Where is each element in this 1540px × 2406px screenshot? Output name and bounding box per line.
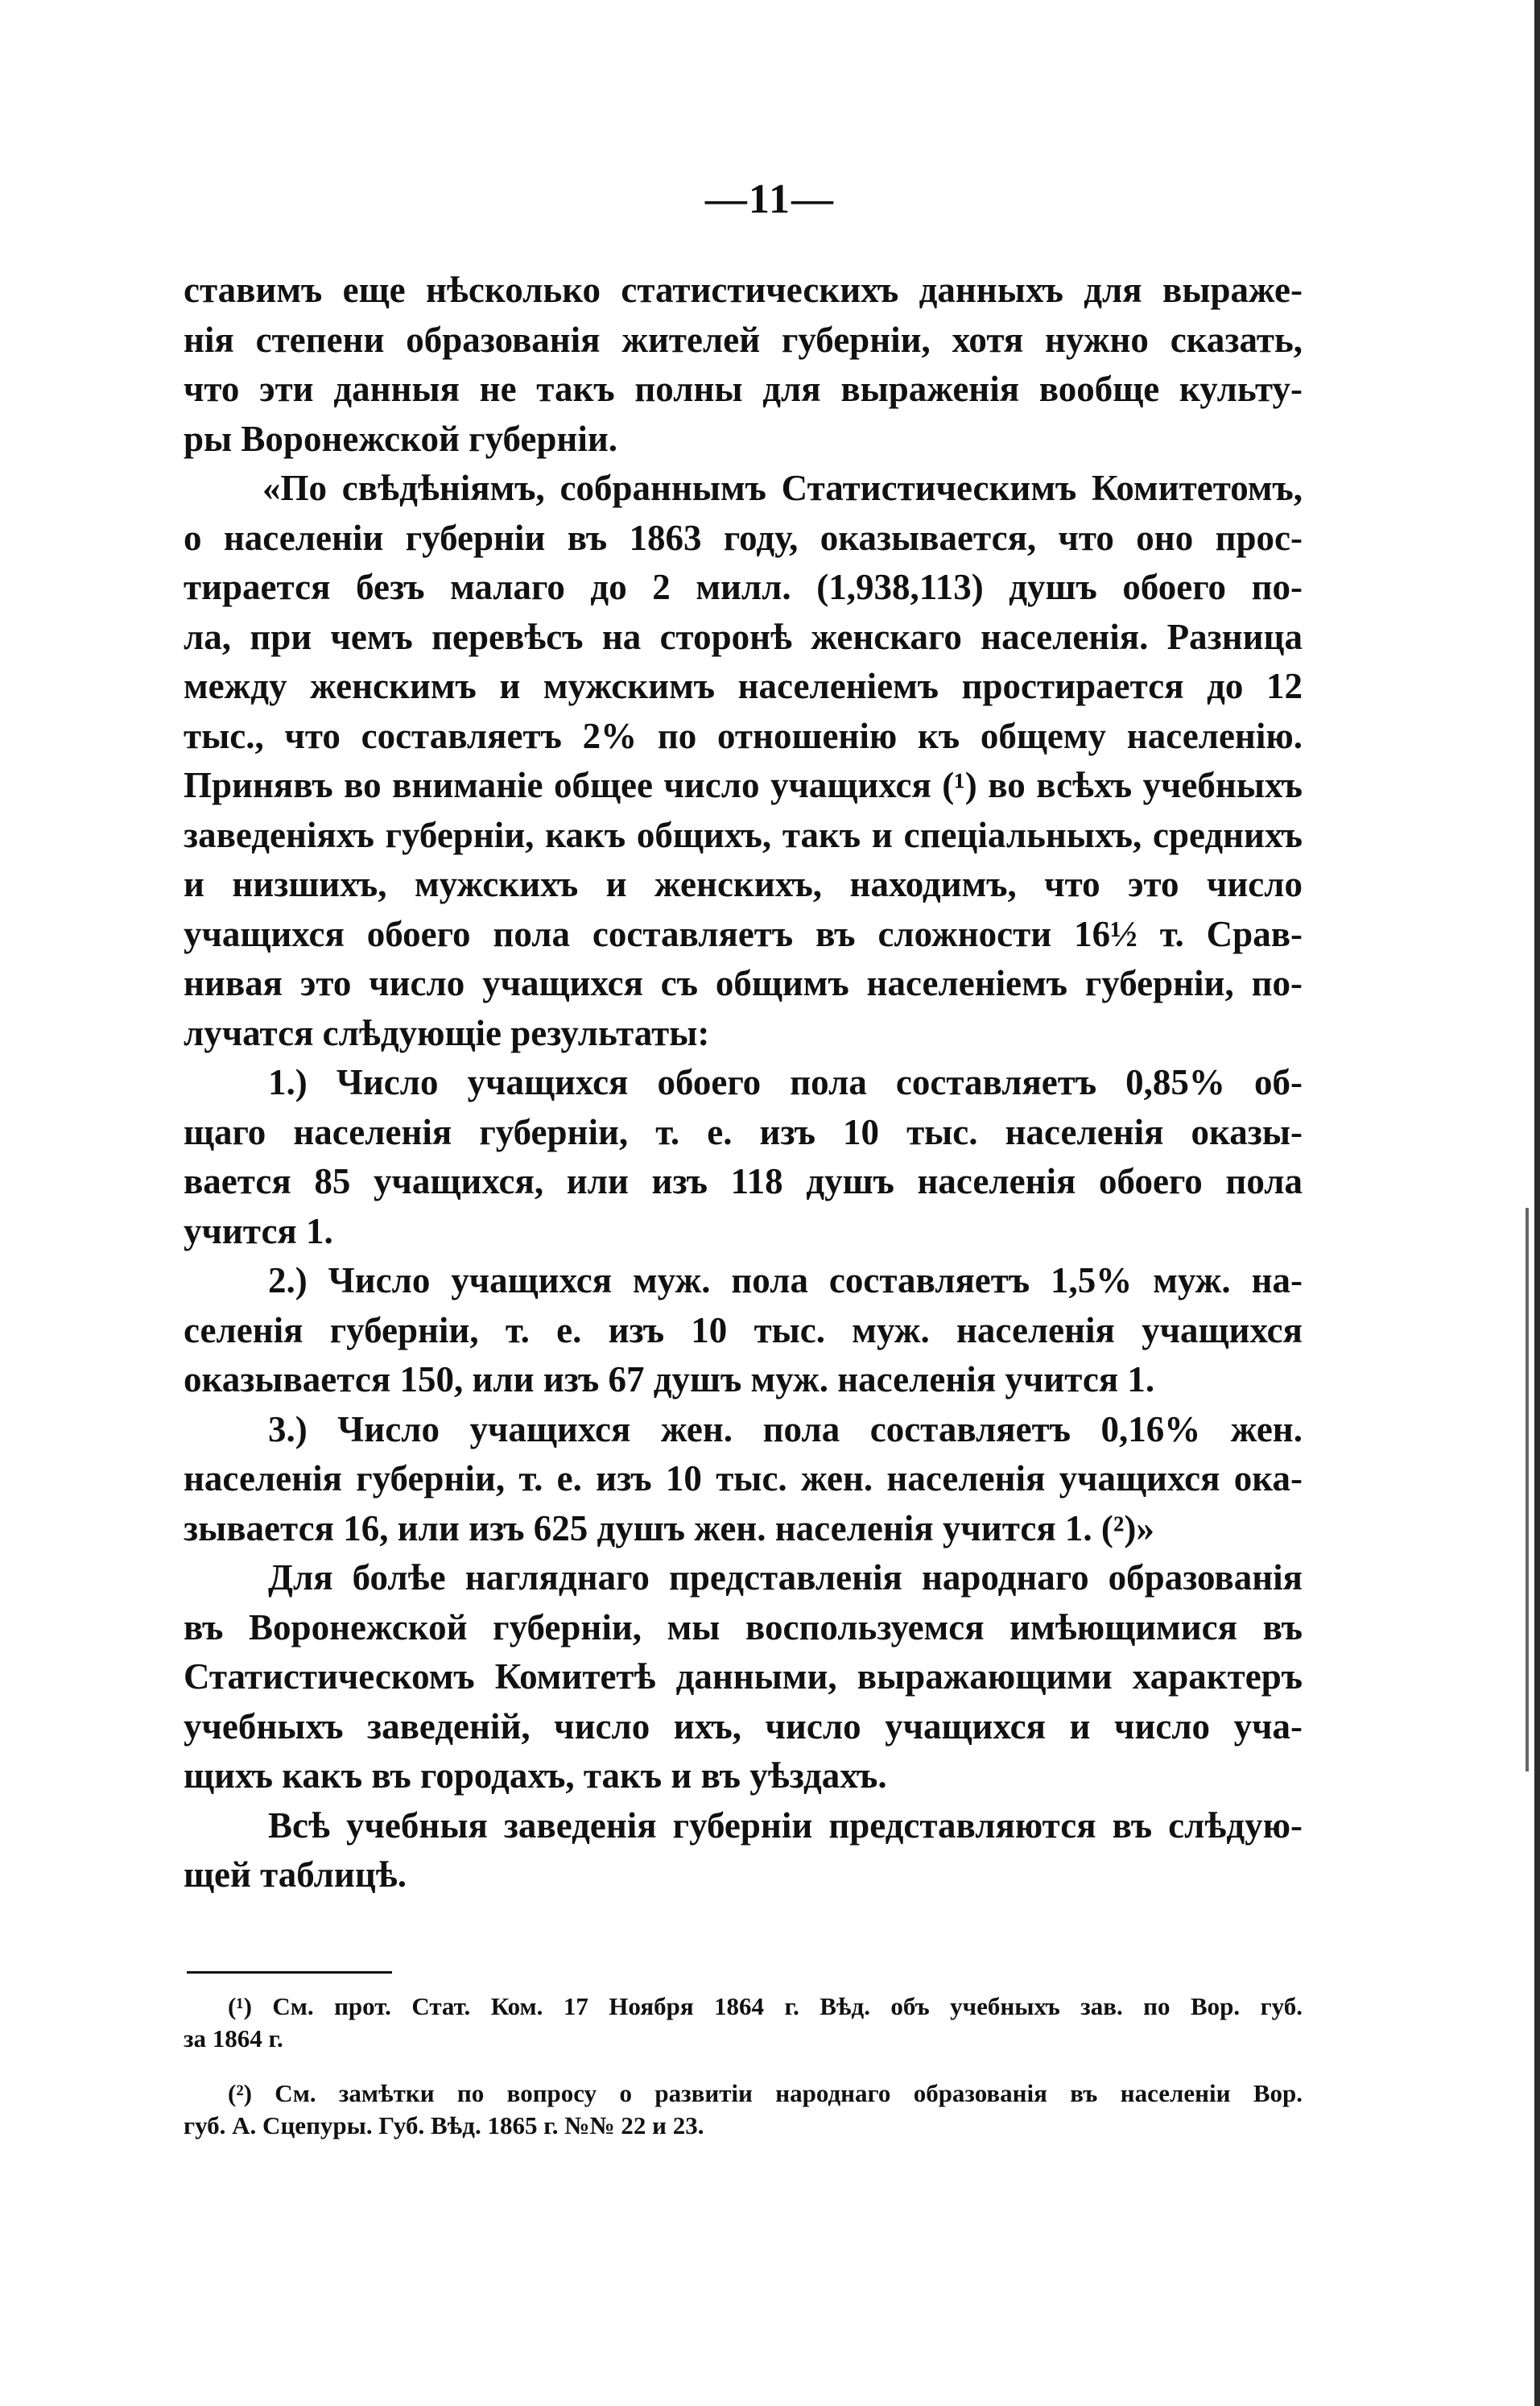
text-line: 1.) Число учащихся обоего пола составляетъ 0,85% об- (268, 1062, 1303, 1102)
footnote-line: за 1864 г. (184, 2024, 283, 2053)
text-line: между женскимъ и мужскимъ населеніемъ простирается до 12 (184, 666, 1303, 706)
text-line: тирается безъ малаго до 2 милл. (1,938,113) душъ обоего по- (184, 567, 1303, 607)
footnote-divider (187, 1971, 392, 1974)
text-line: въ Воронежской губерніи, мы воспользуемся имѣющимися въ (184, 1606, 1303, 1647)
text-line: ставимъ еще нѣсколько статистическихъ данныхъ для выраже- (184, 270, 1303, 310)
footnotes (184, 1991, 1303, 2142)
body-text (184, 266, 1303, 1900)
text-line: Статистическомъ Комитетѣ данными, выражающими характеръ (184, 1656, 1303, 1697)
text-line: оказывается 150, или изъ 67 душъ муж. населенія учится 1. (184, 1359, 1155, 1399)
text-line: тыс., что составляетъ 2% по отношенію къ общему населенію. (184, 715, 1303, 756)
text-line: заведеніяхъ губерніи, какъ общихъ, такъ и спеціальныхъ, среднихъ (184, 814, 1303, 855)
text-line: что эти данныя не такъ полны для выраженія вообще культу- (184, 369, 1303, 409)
text-line: Для болѣе нагляднаго представленія народнаго образованія (268, 1557, 1303, 1598)
footnote-line: (²) См. замѣтки по вопросу о развитіи народнаго образованія въ населеніи Вор. (228, 2079, 1303, 2107)
text-line: учится 1. (184, 1210, 333, 1251)
text-line: Всѣ учебныя заведенія губерніи представляются въ слѣдую- (268, 1804, 1303, 1846)
footnote-line: (¹) См. прот. Стат. Ком. 17 Ноября 1864 г. Вѣд. объ учебныхъ зав. по Вор. губ. (228, 1992, 1303, 2020)
footnote-line: губ. А. Сцепуры. Губ. Вѣд. 1865 г. №№ 22 и 23. (184, 2111, 704, 2139)
text-line: селенія губерніи, т. е. изъ 10 тыс. муж. населенія учащихся (184, 1309, 1303, 1350)
text-line: учащихся обоего пола составляетъ въ сложности 16½ т. Срав- (184, 913, 1303, 954)
text-line: Принявъ во вниманіе общее число учащихся (¹) во всѣхъ учебныхъ (184, 765, 1303, 805)
text-line: 2.) Число учащихся муж. пола составляетъ 1,5% муж. на- (268, 1260, 1303, 1300)
page-number: —11— (704, 176, 836, 222)
text-line: зывается 16, или изъ 625 душъ жен. населенія учится 1. (²)» (184, 1507, 1154, 1548)
text-line: щаго населенія губерніи, т. е. изъ 10 тыс. населенія оказы- (184, 1111, 1303, 1152)
text-line: нія степени образованія жителей губерніи, хотя нужно сказать, (184, 319, 1303, 360)
text-line: щей таблицѣ. (184, 1854, 407, 1895)
text-line: 3.) Число учащихся жен. пола составляетъ 0,16% жен. (268, 1408, 1303, 1449)
text-line: населенія губерніи, т. е. изъ 10 тыс. жен. населенія учащихся ока- (184, 1458, 1303, 1499)
text-line: щихъ какъ въ городахъ, такъ и въ уѣздахъ. (184, 1755, 887, 1796)
text-line: вается 85 учащихся, или изъ 118 душъ населенія обоего пола (184, 1161, 1303, 1201)
scan-edge-shadow (1534, 0, 1540, 2406)
text-line: «По свѣдѣніямъ, собраннымъ Статистическимъ Комитетомъ, (262, 468, 1303, 508)
text-line: ла, при чемъ перевѣсъ на сторонѣ женскаго населенія. Разница (184, 616, 1303, 657)
text-line: учебныхъ заведеній, число ихъ, число учащихся и число уча- (184, 1705, 1303, 1747)
text-line: о населеніи губерніи въ 1863 году, оказывается, что оно прос- (184, 517, 1303, 558)
scan-edge-mark (1526, 1208, 1529, 1771)
text-line: ры Воронежской губерніи. (184, 418, 618, 459)
text-line: нивая это число учащихся съ общимъ населеніемъ губерніи, по- (184, 963, 1303, 1003)
text-line: лучатся слѣдующіе результаты: (184, 1012, 710, 1053)
text-line: и низшихъ, мужскихъ и женскихъ, находимъ, что это число (184, 864, 1303, 904)
